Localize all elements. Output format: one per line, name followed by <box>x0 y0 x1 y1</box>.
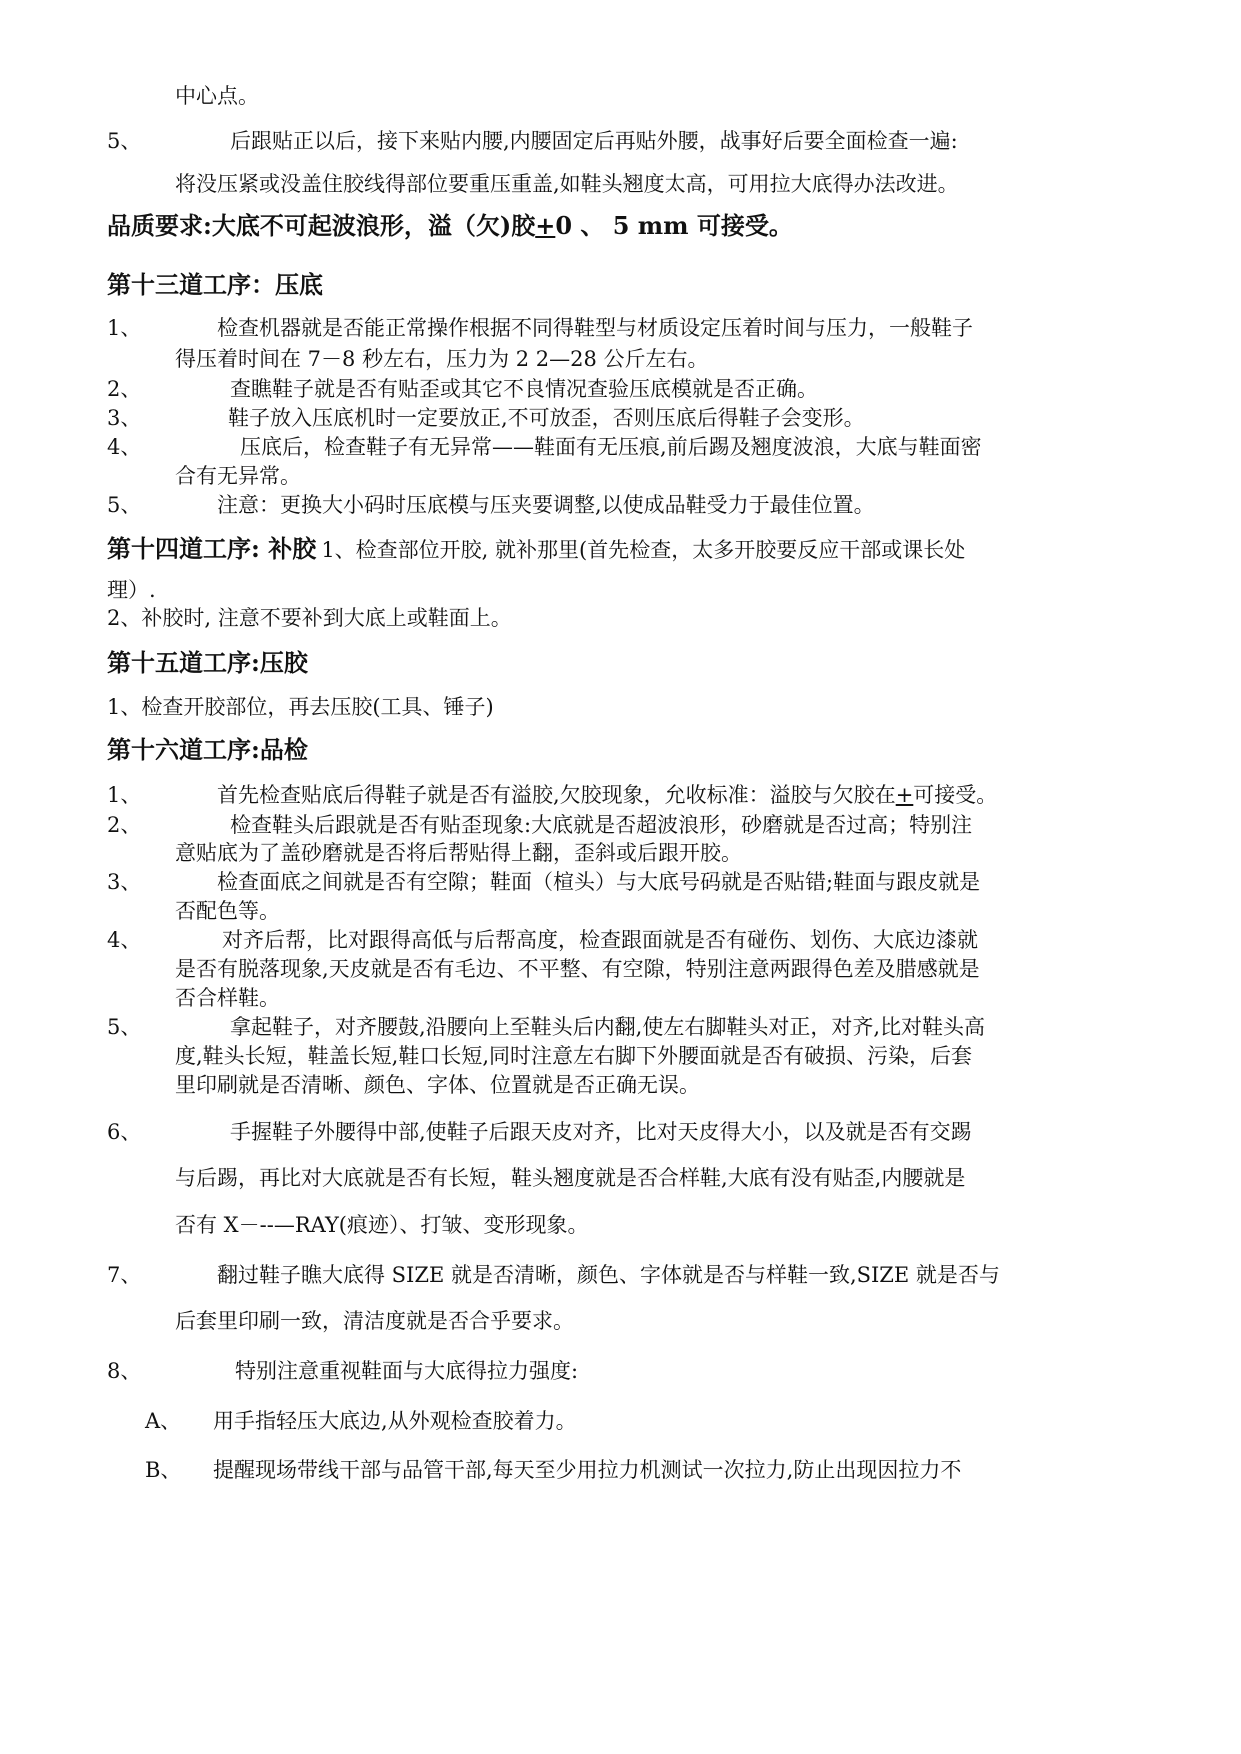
list-number: 2、 <box>107 813 142 837</box>
text-line: 里印刷就是否清晰、颜色、字体、位置就是否正确无误。 <box>175 1073 700 1097</box>
list-number: 1、 <box>107 783 142 807</box>
text-line: 检查面底之间就是否有空隙；鞋面（楦头）与大底号码就是否贴错;鞋面与跟皮就是 <box>217 870 981 894</box>
list-number: 1、 <box>107 316 142 340</box>
text-line: 否合样鞋。 <box>175 986 280 1010</box>
text-line: 后套里印刷一致，清洁度就是否合乎要求。 <box>175 1309 574 1333</box>
text-line: 对齐后帮，比对跟得高低与后帮高度，检查跟面就是否有碰伤、划伤、大底边漆就 <box>222 928 978 952</box>
text-part: 可接受。 <box>913 783 998 807</box>
section-heading: 第十四道工序: 补胶 <box>107 534 317 563</box>
text-line: 注意：更换大小码时压底模与压夹要调整,以使成品鞋受力于最佳位置。 <box>217 493 875 517</box>
text-line: 将没压紧或没盖住胶线得部位要重压重盖,如鞋头翘度太高，可用拉大底得办法改进。 <box>175 172 959 196</box>
list-number: 7、 <box>107 1263 142 1287</box>
text-line: 手握鞋子外腰得中部,使鞋子后跟天皮对齐，比对天皮得大小，以及就是否有交踢 <box>230 1120 972 1144</box>
text-line: 查瞧鞋子就是否有贴歪或其它不良情况查验压底模就是否正确。 <box>230 377 818 401</box>
list-number: 4、 <box>107 928 142 952</box>
list-number: 2、 <box>107 377 142 401</box>
text-line: 否有 X－--—RAY(痕迹）、打皱、变形现象。 <box>175 1213 589 1237</box>
list-number: 5、 <box>107 493 142 517</box>
section-heading-with-text <box>107 534 966 563</box>
list-number: 5、 <box>107 1015 142 1039</box>
quality-requirement-heading <box>107 211 793 240</box>
list-number: 3、 <box>107 406 142 430</box>
text-line: 用手指轻压大底边,从外观检查胶着力。 <box>213 1409 577 1433</box>
text-line: 压底后，检查鞋子有无异常——鞋面有无压痕,前后踢及翘度波浪，大底与鞋面密 <box>240 435 982 459</box>
text-line: 翻过鞋子瞧大底得 SIZE 就是否清晰，颜色、字体就是否与样鞋一致,SIZE 就是否与 <box>217 1263 1000 1287</box>
text-part: 首先检查贴底后得鞋子就是否有溢胶,欠胶现象，允收标准：溢胶与欠胶在 <box>217 783 896 807</box>
text-line: 1、检查部位开胶, 就补那里(首先检查，太多开胶要反应干部或课长处 <box>321 538 966 562</box>
list-letter: A、 <box>145 1409 182 1433</box>
text-line: 度,鞋头长短，鞋盖长短,鞋口长短,同时注意左右脚下外腰面就是否有破损、污染，后套 <box>175 1044 973 1068</box>
text-line: 鞋子放入压底机时一定要放正,不可放歪，否则压底后得鞋子会变形。 <box>228 406 865 430</box>
text-line: 检查机器就是否能正常操作根据不同得鞋型与材质设定压着时间与压力，一般鞋子 <box>217 316 973 340</box>
text-line: 意贴底为了盖砂磨就是否将后帮贴得上翻，歪斜或后跟开胶。 <box>175 841 742 865</box>
list-number: 6、 <box>107 1120 142 1144</box>
heading-part: 品质要求:大底不可起波浪形，溢（欠)胶 <box>107 211 536 240</box>
heading-part: 0 、 5 mm 可接受。 <box>555 211 793 240</box>
text-line: 提醒现场带线干部与品管干部,每天至少用拉力机测试一次拉力,防止出现因拉力不 <box>213 1458 962 1482</box>
text-line: 特别注意重视鞋面与大底得拉力强度: <box>235 1359 579 1383</box>
text-line: 是否有脱落现象,天皮就是否有毛边、不平整、有空隙，特别注意两跟得色差及腊感就是 <box>175 957 980 981</box>
text-line: 拿起鞋子，对齐腰鼓,沿腰向上至鞋头后内翻,使左右脚鞋头对正，对齐,比对鞋头高 <box>230 1015 986 1039</box>
text-line: 理）. <box>107 578 156 602</box>
list-letter: B、 <box>145 1458 182 1482</box>
text-line <box>217 785 997 806</box>
list-number: 4、 <box>107 435 142 459</box>
text-line: 否配色等。 <box>175 899 280 923</box>
text-line: 与后踢，再比对大底就是否有长短，鞋头翘度就是否合样鞋,大底有没有贴歪,内腰就是 <box>175 1166 966 1190</box>
plus-sign: + <box>895 783 914 807</box>
text-line: 合有无异常。 <box>175 464 301 488</box>
section-heading: 第十五道工序:压胶 <box>107 648 308 677</box>
list-number: 3、 <box>107 870 142 894</box>
list-number: 8、 <box>107 1359 142 1383</box>
section-heading: 第十六道工序:品检 <box>107 735 308 764</box>
section-heading: 第十三道工序：压底 <box>107 270 323 299</box>
text-line: 后跟贴正以后，接下来贴内腰,内腰固定后再贴外腰，战事好后要全面检查一遍: <box>230 129 958 153</box>
list-number: 5、 <box>107 129 142 153</box>
text-line: 1、检查开胶部位，再去压胶(工具、锤子) <box>107 695 494 719</box>
text-line: 得压着时间在 7－8 秒左右，压力为 2 2—28 公斤左右。 <box>175 347 709 371</box>
text-line: 中心点。 <box>175 84 259 108</box>
plus-sign: + <box>535 211 556 240</box>
text-line: 检查鞋头后跟就是否有贴歪现象:大底就是否超波浪形，砂磨就是否过高；特别注 <box>230 813 973 837</box>
text-line: 2、补胶时, 注意不要补到大底上或鞋面上。 <box>107 606 512 630</box>
